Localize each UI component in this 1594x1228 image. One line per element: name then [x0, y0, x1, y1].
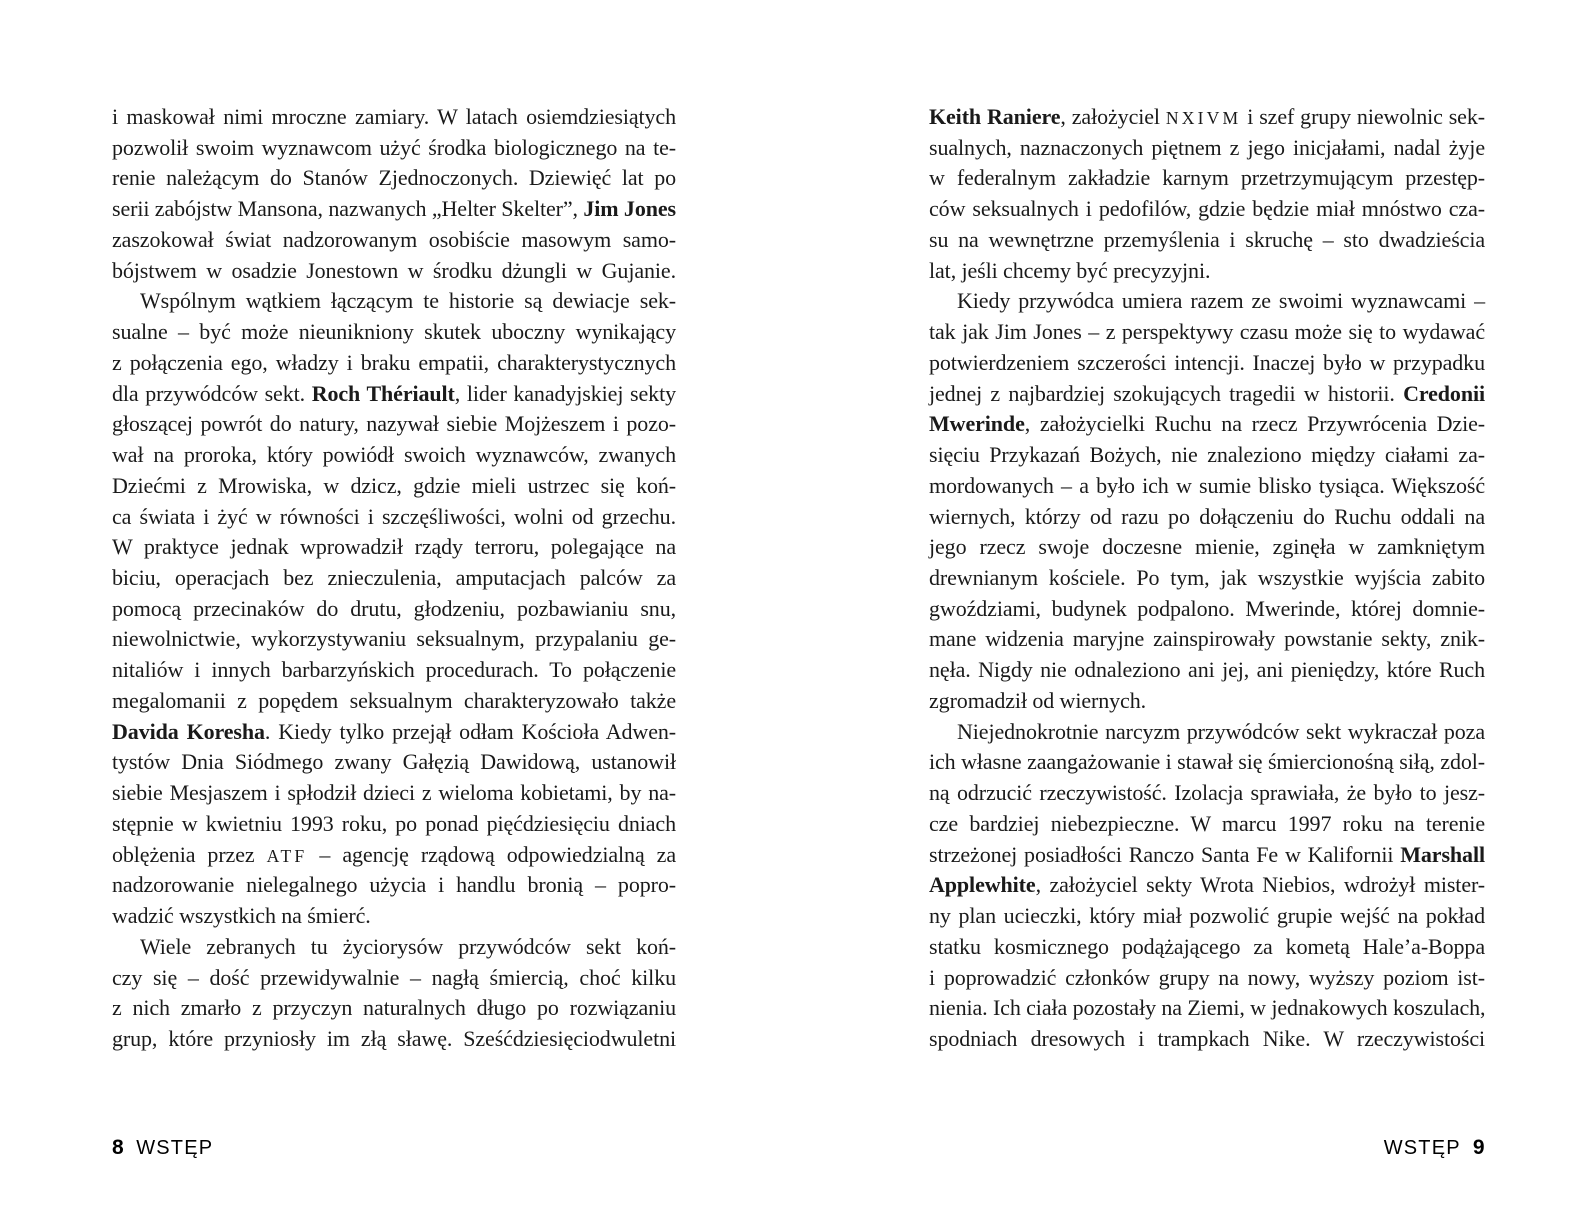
page-right-text: [929, 102, 1485, 1055]
text-line: potwierdzeniem szczerości intencji. Inaczej było w przypadku: [929, 349, 1485, 375]
text-line: wał na proroka, który powiódł swoich wyznawców, zwanych: [112, 442, 676, 468]
page-number-right: 9: [1472, 1136, 1485, 1159]
text-line: renie należącym do Stanów Zjednoczonych. Dziewięć lat po: [112, 165, 676, 191]
text-line: Keith Raniere, założyciel NXIVM i szef grupy niewolnic sek-: [929, 104, 1485, 129]
text-line: siebie Mesjaszem i spłodził dzieci z wieloma kobietami, by na-: [112, 780, 676, 806]
text-line: wiernych, którzy od razu po dołączeniu do Ruchu oddali na: [929, 503, 1485, 529]
text-line: Niejednokrotnie narcyzm przywódców sekt wykraczał poza: [957, 718, 1485, 744]
text-line: zgromadził od wiernych.: [929, 687, 1147, 713]
text-line: W praktyce jednak wprowadził rządy terroru, polegające na: [112, 534, 676, 560]
text-line: stępnie w kwietniu 1993 roku, po ponad pięćdziesięciu dniach: [112, 810, 676, 836]
text-line: Mwerinde, założycielki Ruchu na rzecz Przywrócenia Dzie-: [929, 411, 1485, 437]
text-line: mane widzenia maryjne zainspirowały powstanie sekty, znik-: [929, 626, 1485, 652]
text-line: pozwolił swoim wyznawcom użyć środka biologicznego na te-: [112, 134, 676, 160]
text-line: jednej z najbardziej szokujących tragedii w historii. Credonii: [929, 380, 1485, 406]
text-line: i poprowadzić członków grupy na nowy, wyższy poziom ist-: [929, 964, 1485, 990]
text-line: sięciu Przykazań Bożych, nie znaleziono między ciałami za-: [929, 442, 1485, 468]
running-head-right: WSTĘP: [1383, 1137, 1461, 1159]
text-line: Dziećmi z Mrowiska, w dzicz, gdzie mieli ustrzec się koń-: [112, 472, 676, 498]
text-line: drewnianym kościele. Po tym, jak wszystkie wyjścia zabito: [929, 565, 1485, 591]
footer-right: [1384, 1136, 1485, 1160]
text-line: sualnych, naznaczonych piętnem z jego inicjałami, nadal żyje: [929, 134, 1485, 160]
text-line: i maskował nimi mroczne zamiary. W latach osiemdziesiątych: [112, 104, 676, 129]
text-line: oblężenia przez ATF – agencję rządową odpowiedzialną za: [112, 841, 676, 867]
text-line: z nich zmarło z przyczyn naturalnych długo po rozwiązaniu: [112, 995, 676, 1021]
text-line: mordowanych – a było ich w sumie blisko tysiąca. Większość: [929, 472, 1485, 498]
footer-left: [112, 1136, 213, 1160]
text-line: nienia. Ich ciała pozostały na Ziemi, w jednakowych koszulach,: [929, 995, 1486, 1021]
text-line: wadzić wszystkich na śmierć.: [112, 903, 371, 929]
text-line: spodniach dresowych i trampkach Nike. W rzeczywistości: [929, 1026, 1485, 1052]
text-line: nadzorowanie nielegalnego użycia i handlu bronią – popro-: [112, 872, 676, 898]
text-line: czy się – dość przewidywalnie – nagłą śmiercią, choć kilku: [112, 964, 676, 990]
text-line: Wiele zebranych tu życiorysów przywódców sekt koń-: [140, 933, 676, 959]
text-line: Kiedy przywódca umiera razem ze swoimi wyznawcami –: [957, 288, 1485, 314]
text-line: pomocą przecinaków do drutu, głodzeniu, pozbawianiu snu,: [112, 595, 676, 621]
text-line: cze bardziej niebezpieczne. W marcu 1997 roku na terenie: [929, 810, 1485, 836]
text-line: Davida Koresha. Kiedy tylko przejął odłam Kościoła Adwen-: [112, 718, 676, 744]
text-line: ich własne zaangażowanie i stawał się śmiercionośną siłą, zdol-: [929, 749, 1485, 775]
text-line: dla przywódców sekt. Roch Thériault, lider kanadyjskiej sekty: [112, 380, 676, 406]
text-line: megalomanii z popędem seksualnym charakteryzowało także: [112, 687, 676, 713]
text-line: ną odrzucić rzeczywistość. Izolacja sprawiała, że było to jesz-: [929, 780, 1485, 806]
text-line: sualne – być może nieunikniony skutek uboczny wynikający: [112, 319, 676, 345]
text-line: jego rzecz swoje doczesne mienie, zginęła w zamkniętym: [929, 534, 1485, 560]
text-line: su na wewnętrzne przemyślenia i skruchę – sto dwadzieścia: [929, 226, 1485, 252]
text-line: ca świata i żyć w równości i szczęśliwości, wolni od grzechu.: [112, 503, 676, 529]
text-line: tystów Dnia Siódmego zwany Gałęzią Dawidową, ustanowił: [112, 749, 676, 775]
text-line: lat, jeśli chcemy być precyzyjni.: [929, 257, 1211, 283]
text-line: gwoździami, budynek podpalono. Mwerinde, której domnie-: [929, 595, 1485, 621]
text-line: bójstwem w osadzie Jonestown w środku dżungli w Gujanie.: [112, 257, 676, 283]
text-line: nitaliów i innych barbarzyńskich procedurach. To połączenie: [112, 657, 676, 683]
text-line: Wspólnym wątkiem łączącym te historie są dewiacje sek-: [140, 288, 676, 314]
text-line: ny plan ucieczki, który miał pozwolić grupie wejść na pokład: [929, 903, 1485, 929]
text-line: Applewhite, założyciel sekty Wrota Niebios, wdrożył mister-: [929, 872, 1485, 898]
text-line: ców seksualnych i pedofilów, gdzie będzie miał mnóstwo cza-: [929, 196, 1485, 222]
text-line: biciu, operacjach bez znieczulenia, amputacjach palców za: [112, 565, 676, 591]
text-line: strzeżonej posiadłości Ranczo Santa Fe w Kalifornii Marshall: [929, 841, 1485, 867]
text-line: serii zabójstw Mansona, nazwanych „Helter Skelter”, Jim Jones: [112, 196, 676, 222]
text-line: w federalnym zakładzie karnym przetrzymującym przestęp-: [929, 165, 1485, 191]
text-line: niewolnictwie, wykorzystywaniu seksualnym, przypalaniu ge-: [112, 626, 676, 652]
text-line: grup, które przyniosły im złą sławę. Sześćdziesięciodwuletni: [112, 1026, 676, 1052]
page-left-text: [112, 102, 676, 1055]
text-line: statku kosmicznego podążającego za kometą Hale’a-Boppa: [929, 933, 1485, 959]
text-line: zaszokował świat nadzorowanym osobiście masowym samo-: [112, 226, 676, 252]
running-head-left: WSTĘP: [136, 1137, 214, 1159]
text-line: tak jak Jim Jones – z perspektywy czasu może się to wydawać: [929, 319, 1485, 345]
text-line: nęła. Nigdy nie odnaleziono ani jej, ani pieniędzy, które Ruch: [929, 657, 1485, 683]
page-number-left: 8: [112, 1136, 125, 1159]
text-line: z połączenia ego, władzy i braku empatii, charakterystycznych: [112, 349, 676, 375]
text-line: głoszącej powrót do natury, nazywał siebie Mojżeszem i pozo-: [112, 411, 676, 437]
